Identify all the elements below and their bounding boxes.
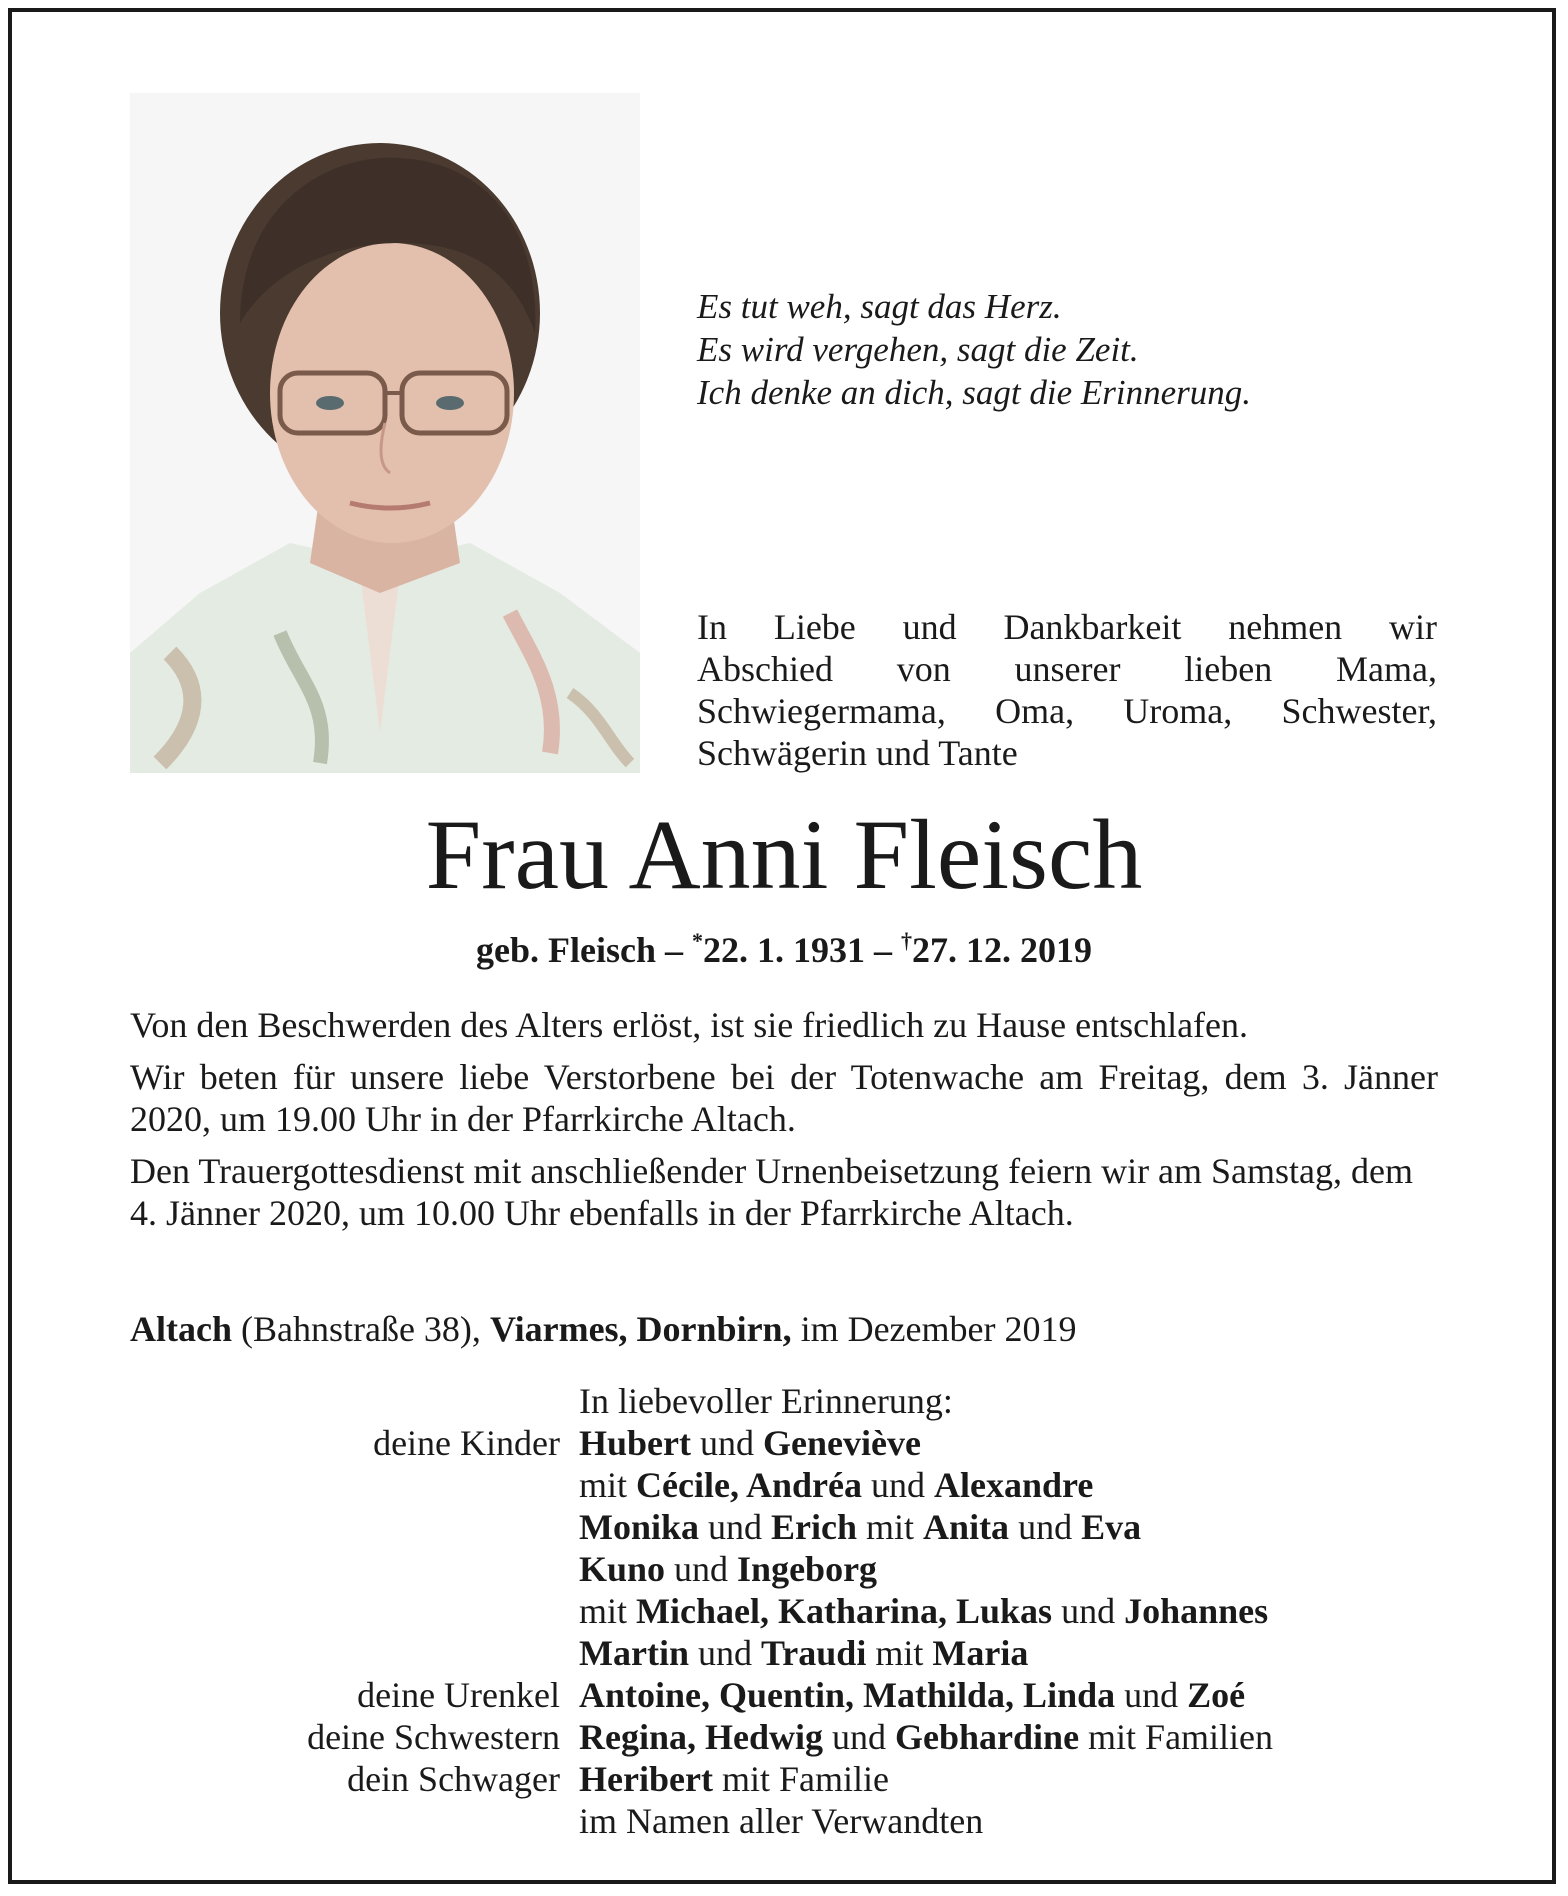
place-other: Viarmes, Dornbirn, bbox=[489, 1309, 792, 1349]
quote-line: Es tut weh, sagt das Herz. bbox=[697, 287, 1062, 326]
death-date: 27. 12. 2019 bbox=[911, 930, 1092, 970]
place-address: (Bahnstraße 38), bbox=[241, 1309, 481, 1349]
birth-death-dates bbox=[0, 928, 1568, 971]
birth-name: geb. Fleisch bbox=[476, 930, 656, 970]
names-line: Antoine, Quentin, Mathilda, Linda und Zoé bbox=[579, 1675, 1246, 1715]
body-paragraph: Wir beten für unsere liebe Verstorbene bei der Totenwache am Freitag, dem 3. Jänner 2020, um 19.00 Uhr in der Pfarrkirche Altach. bbox=[130, 1057, 1438, 1139]
quote-line: Es wird vergehen, sagt die Zeit. bbox=[697, 330, 1139, 369]
died-symbol: † bbox=[900, 928, 912, 953]
names-line: Kuno und Ingeborg bbox=[579, 1549, 878, 1589]
intro-line: Abschied von unserer lieben Mama, bbox=[697, 649, 1437, 689]
intro-line: In Liebe und Dankbarkeit nehmen wir bbox=[697, 607, 1437, 647]
role-label: dein Schwager bbox=[347, 1759, 560, 1799]
role-label: deine Urenkel bbox=[357, 1675, 560, 1715]
intro-text bbox=[697, 606, 1437, 774]
names-line: Monika und Erich mit Anita und Eva bbox=[579, 1507, 1142, 1547]
place-town: Altach bbox=[130, 1309, 232, 1349]
quote-line: Ich denke an dich, sagt die Erinnerung. bbox=[697, 373, 1252, 412]
place-date: im Dezember 2019 bbox=[800, 1309, 1077, 1349]
announcement-body bbox=[130, 1004, 1438, 1244]
body-paragraph: Den Trauergottesdienst mit anschließender Urnenbeisetzung feiern wir am Samstag, dem 4. Jänner 2020, um 10.00 Uhr ebenfalls in der Pfarrkirche Altach. bbox=[130, 1151, 1414, 1233]
signature-closing: im Namen aller Verwandten bbox=[579, 1801, 984, 1841]
names-line: Martin und Traudi mit Maria bbox=[579, 1633, 1029, 1673]
memorial-quote bbox=[697, 285, 1251, 414]
born-symbol: * bbox=[691, 928, 703, 953]
body-paragraph: Von den Beschwerden des Alters erlöst, ist sie friedlich zu Hause entschlafen. bbox=[130, 1005, 1249, 1045]
separator: – bbox=[664, 930, 683, 970]
names-line: Regina, Hedwig und Gebhardine mit Familien bbox=[579, 1717, 1274, 1757]
names-line: mit Cécile, Andréa und Alexandre bbox=[579, 1465, 1094, 1505]
birth-date: 22. 1. 1931 bbox=[702, 930, 865, 970]
separator: – bbox=[873, 930, 892, 970]
names-line: Heribert mit Familie bbox=[579, 1759, 889, 1799]
role-label: deine Kinder bbox=[373, 1423, 560, 1463]
portrait-photo bbox=[130, 93, 640, 773]
signature-header: In liebevoller Erinnerung: bbox=[579, 1381, 953, 1421]
role-label: deine Schwestern bbox=[307, 1717, 560, 1757]
deceased-name: Frau Anni Fleisch bbox=[425, 799, 1143, 910]
intro-line: Schwägerin und Tante bbox=[697, 733, 1018, 773]
place-and-date bbox=[130, 1308, 1076, 1350]
intro-line: Schwiegermama, Oma, Uroma, Schwester, bbox=[697, 691, 1437, 731]
names-line: Hubert und Geneviève bbox=[579, 1423, 921, 1463]
names-line: mit Michael, Katharina, Lukas und Johannes bbox=[579, 1591, 1269, 1631]
